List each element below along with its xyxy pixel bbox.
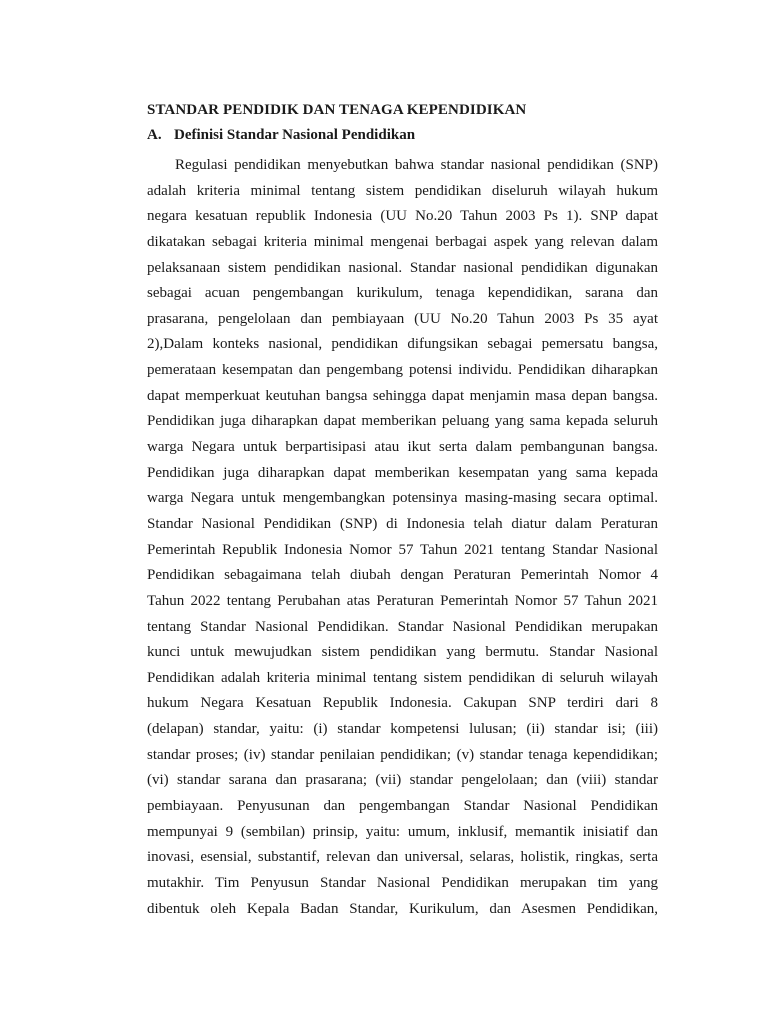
paragraph-line: 2),Dalam konteks nasional, pendidikan difungsikan sebagai pemersatu bangsa,	[147, 336, 658, 353]
paragraph-line: dikatakan sebagai kriteria minimal mengenai berbagai aspek yang relevan dalam	[147, 233, 658, 250]
paragraph-line: pemerataan kesempatan dan pengembang potensi individu. Pendidikan diharapkan	[147, 362, 658, 379]
paragraph-line: kunci untuk mewujudkan sistem pendidikan yang bermutu. Standar Nasional	[147, 644, 658, 661]
section-number: A.	[147, 127, 162, 143]
paragraph-line: dibentuk oleh Kepala Badan Standar, Kurikulum, dan Asesmen Pendidikan,	[147, 900, 658, 917]
paragraph-line: Standar Nasional Pendidikan (SNP) di Indonesia telah diatur dalam Peraturan	[147, 515, 658, 532]
paragraph-line: warga Negara untuk mengembangkan potensinya masing-masing secara optimal.	[147, 490, 658, 507]
paragraph-line: standar proses; (iv) standar penilaian pendidikan; (v) standar tenaga kependidikan;	[147, 746, 658, 763]
document-title: STANDAR PENDIDIK DAN TENAGA KEPENDIDIKAN	[147, 102, 527, 118]
paragraph-line: tentang Standar Nasional Pendidikan. Standar Nasional Pendidikan merupakan	[147, 618, 658, 635]
paragraph-line: mempunyai 9 (sembilan) prinsip, yaitu: umum, inklusif, memantik inisiatif dan	[147, 823, 658, 840]
paragraph-line: negara kesatuan republik Indonesia (UU No.20 Tahun 2003 Ps 1). SNP dapat	[147, 208, 658, 225]
section-heading	[147, 127, 415, 144]
paragraph-line: hukum Negara Kesatuan Republik Indonesia. Cakupan SNP terdiri dari 8	[147, 695, 658, 712]
paragraph-line: mutakhir. Tim Penyusun Standar Nasional Pendidikan merupakan tim yang	[147, 874, 658, 891]
paragraph-line: adalah kriteria minimal tentang sistem pendidikan diseluruh wilayah hukum	[147, 182, 658, 199]
paragraph-line: Tahun 2022 tentang Perubahan atas Peraturan Pemerintah Nomor 57 Tahun 2021	[147, 592, 658, 609]
paragraph-line: inovasi, esensial, substantif, relevan dan universal, selaras, holistik, ringkas, serta	[147, 849, 658, 866]
paragraph-line: pembiayaan. Penyusunan dan pengembangan Standar Nasional Pendidikan	[147, 798, 658, 815]
paragraph-line: prasarana, pengelolaan dan pembiayaan (UU No.20 Tahun 2003 Ps 35 ayat	[147, 310, 658, 327]
paragraph-line: pelaksanaan sistem pendidikan nasional. Standar nasional pendidikan digunakan	[147, 259, 658, 276]
section-heading-text: Definisi Standar Nasional Pendidikan	[174, 127, 416, 143]
body-paragraph	[147, 153, 658, 922]
paragraph-line: sebagai acuan pengembangan kurikulum, tenaga kependidikan, sarana dan	[147, 285, 658, 302]
paragraph-line: Pendidikan sebagaimana telah diubah dengan Peraturan Pemerintah Nomor 4	[147, 567, 658, 584]
paragraph-line: (vi) standar sarana dan prasarana; (vii) standar pengelolaan; dan (viii) standar	[147, 772, 658, 789]
paragraph-line: Pendidikan juga diharapkan dapat memberikan peluang yang sama kepada seluruh	[147, 413, 658, 430]
paragraph-line: Pemerintah Republik Indonesia Nomor 57 Tahun 2021 tentang Standar Nasional	[147, 541, 658, 558]
paragraph-line: warga Negara untuk berpartisipasi atau ikut serta dalam pembangunan bangsa.	[147, 439, 658, 456]
paragraph-line: Pendidikan adalah kriteria minimal tentang sistem pendidikan di seluruh wilayah	[147, 669, 658, 686]
paragraph-line: dapat memperkuat keutuhan bangsa sehingga dapat menjamin masa depan bangsa.	[147, 387, 658, 404]
paragraph-line: Regulasi pendidikan menyebutkan bahwa standar nasional pendidikan (SNP)	[175, 157, 658, 173]
paragraph-line: (delapan) standar, yaitu: (i) standar kompetensi lulusan; (ii) standar isi; (iii)	[147, 721, 658, 738]
paragraph-line: Pendidikan juga diharapkan dapat memberikan kesempatan yang sama kepada	[147, 464, 658, 481]
